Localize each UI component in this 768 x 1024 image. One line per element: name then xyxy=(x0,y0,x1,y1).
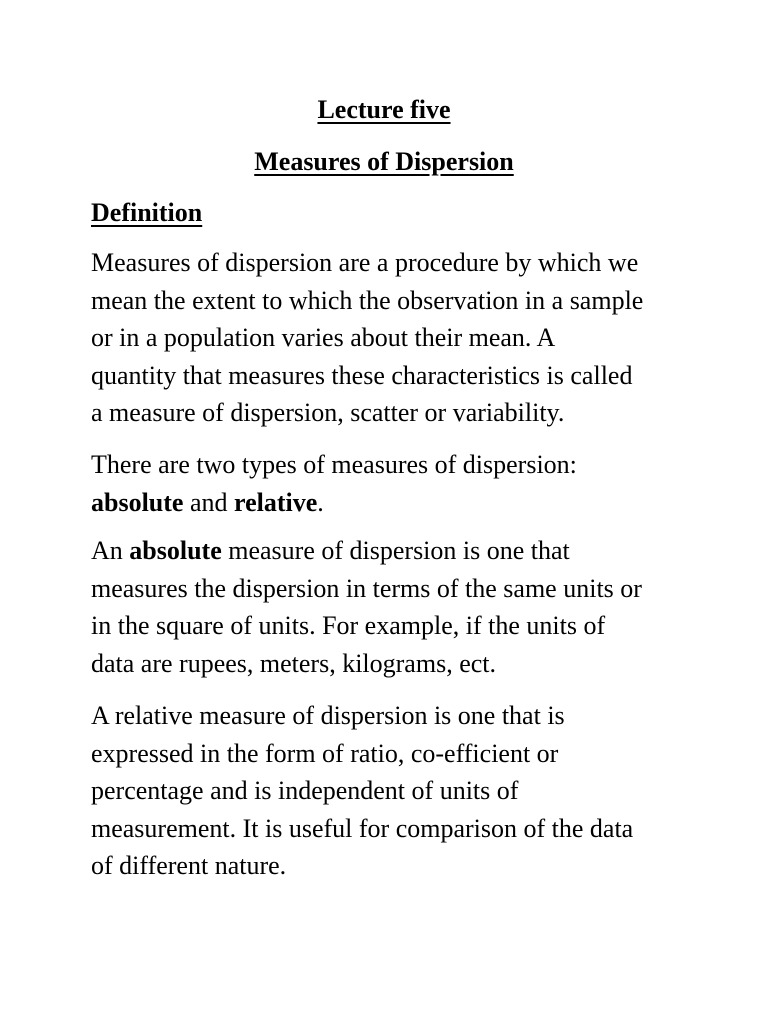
section-heading-definition: Definition xyxy=(91,198,203,227)
conjunction-text: and xyxy=(183,487,235,517)
lecture-title: Lecture five xyxy=(317,95,451,124)
period-text: . xyxy=(317,487,324,517)
paragraph-line: expressed in the form of ratio, co-efficient or xyxy=(91,738,559,768)
term-absolute: absolute xyxy=(91,487,184,517)
paragraph-line: mean the extent to which the observation in a sample xyxy=(91,285,644,315)
term-relative: relative xyxy=(234,487,318,517)
paragraph-line: A relative measure of dispersion is one that is xyxy=(91,701,565,730)
relative-measure-paragraph xyxy=(91,697,691,885)
lead-text: An xyxy=(91,536,130,565)
definition-paragraph xyxy=(91,244,691,432)
paragraph-line: or in a population varies about their mean. A xyxy=(91,323,556,352)
paragraph-line: measurement. It is useful for comparison of the data xyxy=(91,813,634,843)
paragraph-line: measure of dispersion is one that xyxy=(221,536,570,565)
paragraph-line: in the square of units. For example, if the units of xyxy=(91,611,606,640)
paragraph-line: measures the dispersion in terms of the same units or xyxy=(91,573,642,603)
term-absolute: absolute xyxy=(129,536,222,565)
paragraph-line: There are two types of measures of dispersion: xyxy=(91,450,577,479)
types-paragraph xyxy=(91,446,691,521)
paragraph-line: of different nature. xyxy=(91,851,287,880)
paragraph-line: data are rupees, meters, kilograms, ect. xyxy=(91,648,496,678)
paragraph-line: a measure of dispersion, scatter or variability. xyxy=(91,398,565,427)
paragraph-line: Measures of dispersion are a procedure by which we xyxy=(91,248,639,277)
absolute-measure-paragraph xyxy=(91,532,691,682)
paragraph-line: quantity that measures these characteristics is called xyxy=(91,360,633,390)
paragraph-line: percentage and is independent of units of xyxy=(91,776,519,805)
document-title: Measures of Dispersion xyxy=(254,147,514,176)
